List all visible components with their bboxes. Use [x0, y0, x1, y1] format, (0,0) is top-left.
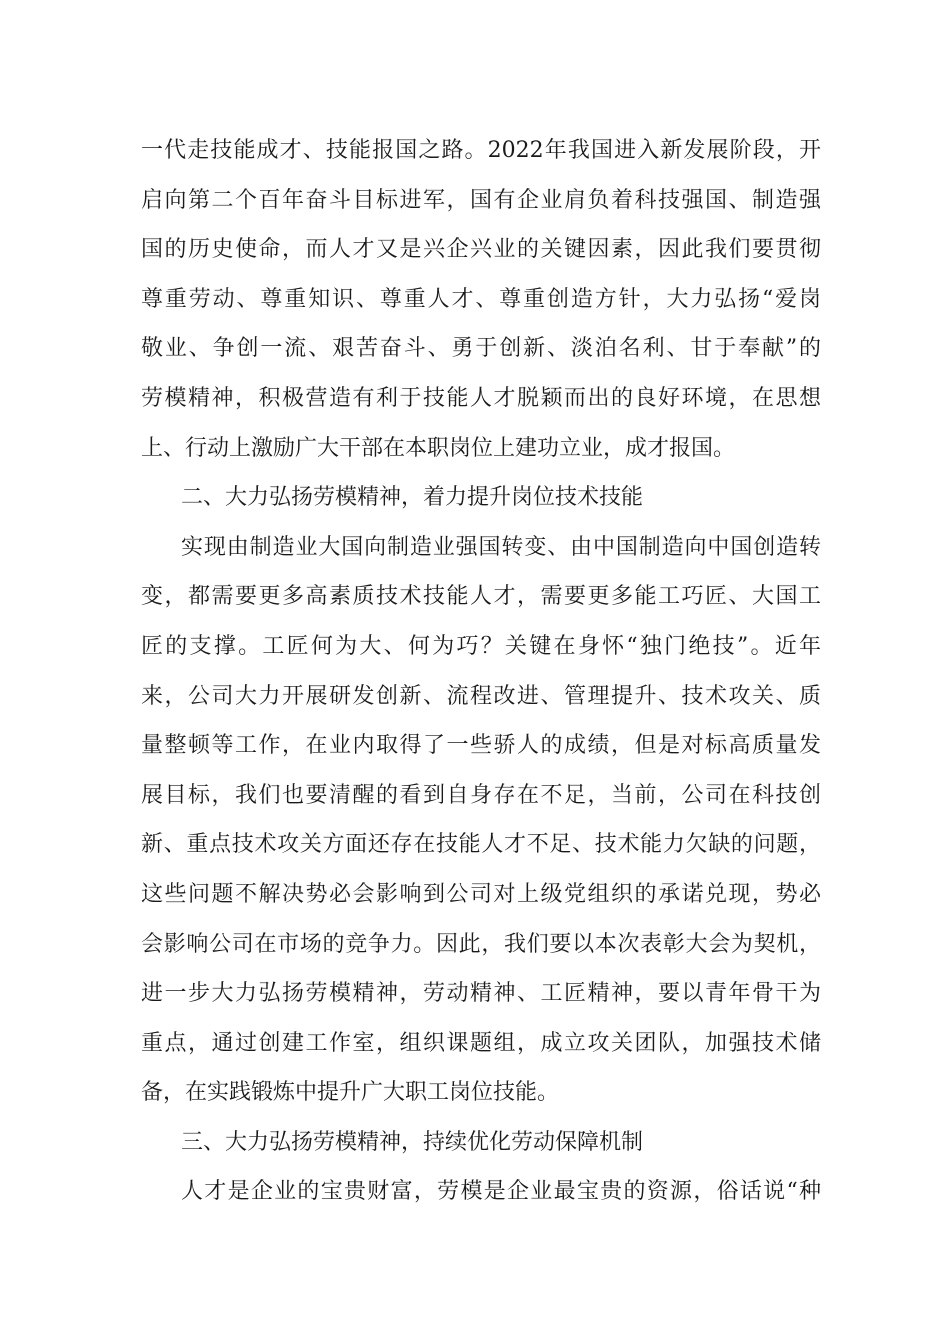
- paragraph-line: 进一步大力弘扬劳模精神，劳动精神、工匠精神，要以青年骨干为: [141, 981, 821, 1007]
- paragraph-line: 启向第二个百年奋斗目标进军，国有企业肩负着科技强国、制造强: [141, 187, 821, 213]
- paragraph-line: 重点，通过创建工作室，组织课题组，成立攻关团队，加强技术储: [141, 1030, 821, 1056]
- paragraph-line: 尊重劳动、尊重知识、尊重人才、尊重创造方针，大力弘扬“爱岗: [141, 286, 821, 312]
- paragraph-line: 实现由制造业大国向制造业强国转变、由中国制造向中国创造转: [181, 534, 821, 560]
- paragraph-line: 备，在实践锻炼中提升广大职工岗位技能。: [141, 1080, 560, 1106]
- section-heading-2: 二、大力弘扬劳模精神，着力提升岗位技术技能: [181, 485, 644, 511]
- document-body: [141, 126, 821, 1217]
- paragraph-line: 国的历史使命，而人才又是兴企兴业的关键因素，因此我们要贯彻: [141, 237, 821, 263]
- paragraph-line: 人才是企业的宝贵财富，劳模是企业最宝贵的资源，俗话说“种: [181, 1179, 821, 1205]
- paragraph-line: 来，公司大力开展研发创新、流程改进、管理提升、技术攻关、质: [141, 683, 821, 709]
- paragraph-line: 劳模精神，积极营造有利于技能人才脱颖而出的良好环境，在思想: [141, 385, 821, 411]
- paragraph-line: 上、行动上激励广大干部在本职岗位上建功立业，成才报国。: [141, 435, 736, 461]
- paragraph-line: 量整顿等工作，在业内取得了一些骄人的成绩，但是对标高质量发: [141, 733, 821, 759]
- paragraph-1: [141, 126, 821, 473]
- paragraph-line: 会影响公司在市场的竞争力。因此，我们要以本次表彰大会为契机，: [141, 931, 821, 957]
- paragraph-3: [141, 1167, 821, 1217]
- paragraph-line: 匠的支撑。工匠何为大、何为巧？关键在身怀“独门绝技”。近年: [141, 633, 821, 659]
- paragraph-line: 这些问题不解决势必会影响到公司对上级党组织的承诺兑现，势必: [141, 881, 821, 907]
- paragraph-line: 敬业、争创一流、艰苦奋斗、勇于创新、淡泊名利、甘于奉献”的: [141, 336, 821, 362]
- paragraph-line: 新、重点技术攻关方面还存在技能人才不足、技术能力欠缺的问题，: [141, 832, 821, 858]
- section-heading-3: 三、大力弘扬劳模精神，持续优化劳动保障机制: [181, 1129, 644, 1155]
- paragraph-line: 一代走技能成才、技能报国之路。2022年我国进入新发展阶段，开: [141, 138, 821, 163]
- paragraph-line: 变，都需要更多高素质技术技能人才，需要更多能工巧匠、大国工: [141, 584, 821, 610]
- paragraph-line: 展目标，我们也要清醒的看到自身存在不足，当前，公司在科技创: [141, 782, 821, 808]
- paragraph-2: [141, 523, 821, 1118]
